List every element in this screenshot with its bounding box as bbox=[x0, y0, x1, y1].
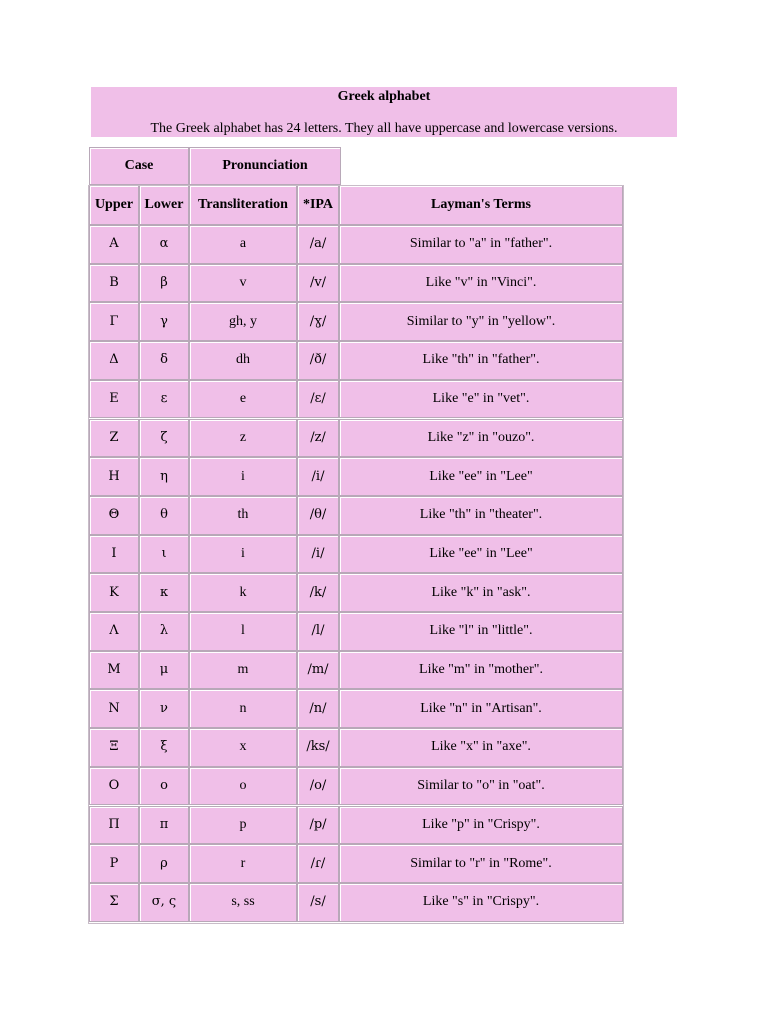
upper-cell: Θ bbox=[89, 496, 139, 535]
ipa-cell: /ð/ bbox=[297, 341, 339, 380]
lower-cell: ρ bbox=[139, 844, 189, 883]
upper-cell: Ρ bbox=[89, 844, 139, 883]
transliteration-cell: th bbox=[189, 496, 297, 535]
ipa-cell: /v/ bbox=[297, 264, 339, 303]
layman-cell: Like "p" in "Crispy". bbox=[339, 806, 623, 845]
lower-cell: ν bbox=[139, 689, 189, 728]
transliteration-cell: i bbox=[189, 535, 297, 574]
transliteration-cell: o bbox=[189, 767, 297, 806]
transliteration-cell: n bbox=[189, 689, 297, 728]
layman-cell: Like "ee" in "Lee" bbox=[339, 535, 623, 574]
transliteration-cell: e bbox=[189, 380, 297, 419]
layman-cell: Like "e" in "vet". bbox=[339, 380, 623, 419]
upper-cell: Α bbox=[89, 225, 139, 264]
ipa-cell: /ɣ/ bbox=[297, 302, 339, 341]
page-subtitle: The Greek alphabet has 24 letters. They all have uppercase and lowercase versions. bbox=[150, 121, 618, 136]
table-frame bbox=[88, 185, 624, 924]
layman-cell: Like "z" in "ouzo". bbox=[339, 419, 623, 458]
ipa-cell: /ks/ bbox=[297, 728, 339, 767]
layman-cell: Similar to "o" in "oat". bbox=[339, 767, 623, 806]
transliteration-cell: z bbox=[189, 419, 297, 458]
layman-cell: Similar to "y" in "yellow". bbox=[339, 302, 623, 341]
ipa-cell: /ɛ/ bbox=[297, 380, 339, 419]
lower-cell: ε bbox=[139, 380, 189, 419]
lower-cell: ζ bbox=[139, 419, 189, 458]
transliteration-header: Transliteration bbox=[189, 185, 297, 225]
lower-cell: η bbox=[139, 457, 189, 496]
layman-cell: Like "x" in "axe". bbox=[339, 728, 623, 767]
transliteration-cell: p bbox=[189, 806, 297, 845]
layman-cell: Like "ee" in "Lee" bbox=[339, 457, 623, 496]
transliteration-cell: l bbox=[189, 612, 297, 651]
upper-cell: Κ bbox=[89, 573, 139, 612]
lower-cell: ο bbox=[139, 767, 189, 806]
layman-cell: Like "n" in "Artisan". bbox=[339, 689, 623, 728]
upper-cell: Ζ bbox=[89, 419, 139, 458]
ipa-cell: /z/ bbox=[297, 419, 339, 458]
ipa-cell: /a/ bbox=[297, 225, 339, 264]
layman-cell: Like "s" in "Crispy". bbox=[339, 883, 623, 922]
upper-cell: Β bbox=[89, 264, 139, 303]
transliteration-cell: m bbox=[189, 651, 297, 690]
upper-cell: Σ bbox=[89, 883, 139, 922]
upper-cell: Δ bbox=[89, 341, 139, 380]
transliteration-cell: dh bbox=[189, 341, 297, 380]
lower-cell: π bbox=[139, 806, 189, 845]
upper-cell: Ν bbox=[89, 689, 139, 728]
case-group-header: Case bbox=[89, 147, 189, 185]
lower-cell: ξ bbox=[139, 728, 189, 767]
upper-cell: Ι bbox=[89, 535, 139, 574]
lower-cell: μ bbox=[139, 651, 189, 690]
lower-cell: θ bbox=[139, 496, 189, 535]
lower-cell: λ bbox=[139, 612, 189, 651]
upper-cell: Ε bbox=[89, 380, 139, 419]
lower-cell: β bbox=[139, 264, 189, 303]
layman-cell: Like "th" in "father". bbox=[339, 341, 623, 380]
layman-cell: Like "v" in "Vinci". bbox=[339, 264, 623, 303]
transliteration-cell: i bbox=[189, 457, 297, 496]
upper-cell: Π bbox=[89, 806, 139, 845]
lower-cell: σ, ς bbox=[139, 883, 189, 922]
ipa-cell: /o/ bbox=[297, 767, 339, 806]
layman-cell: Like "th" in "theater". bbox=[339, 496, 623, 535]
ipa-cell: /p/ bbox=[297, 806, 339, 845]
layman-cell: Like "l" in "little". bbox=[339, 612, 623, 651]
layman-cell: Like "k" in "ask". bbox=[339, 573, 623, 612]
ipa-header: *IPA bbox=[297, 185, 339, 225]
layman-cell: Similar to "a" in "father". bbox=[339, 225, 623, 264]
page-title: Greek alphabet bbox=[337, 89, 431, 104]
transliteration-cell: s, ss bbox=[189, 883, 297, 922]
transliteration-cell: r bbox=[189, 844, 297, 883]
layman-cell: Similar to "r" in "Rome". bbox=[339, 844, 623, 883]
lower-header: Lower bbox=[139, 185, 189, 225]
laymans-terms-header: Layman's Terms bbox=[339, 185, 623, 225]
lower-cell: α bbox=[139, 225, 189, 264]
upper-cell: Γ bbox=[89, 302, 139, 341]
pronunciation-group-header: Pronunciation bbox=[189, 147, 341, 185]
transliteration-cell: a bbox=[189, 225, 297, 264]
upper-cell: Μ bbox=[89, 651, 139, 690]
title-banner bbox=[91, 87, 677, 137]
transliteration-cell: k bbox=[189, 573, 297, 612]
ipa-cell: /s/ bbox=[297, 883, 339, 922]
ipa-cell: /θ/ bbox=[297, 496, 339, 535]
ipa-cell: /k/ bbox=[297, 573, 339, 612]
transliteration-cell: x bbox=[189, 728, 297, 767]
lower-cell: ι bbox=[139, 535, 189, 574]
ipa-cell: /i/ bbox=[297, 457, 339, 496]
upper-cell: Ξ bbox=[89, 728, 139, 767]
transliteration-cell: v bbox=[189, 264, 297, 303]
layman-cell: Like "m" in "mother". bbox=[339, 651, 623, 690]
ipa-cell: /ɾ/ bbox=[297, 844, 339, 883]
upper-cell: Ο bbox=[89, 767, 139, 806]
upper-header: Upper bbox=[89, 185, 139, 225]
lower-cell: γ bbox=[139, 302, 189, 341]
ipa-cell: /n/ bbox=[297, 689, 339, 728]
upper-cell: Η bbox=[89, 457, 139, 496]
upper-cell: Λ bbox=[89, 612, 139, 651]
ipa-cell: /m/ bbox=[297, 651, 339, 690]
transliteration-cell: gh, y bbox=[189, 302, 297, 341]
ipa-cell: /l/ bbox=[297, 612, 339, 651]
ipa-cell: /i/ bbox=[297, 535, 339, 574]
lower-cell: δ bbox=[139, 341, 189, 380]
lower-cell: κ bbox=[139, 573, 189, 612]
